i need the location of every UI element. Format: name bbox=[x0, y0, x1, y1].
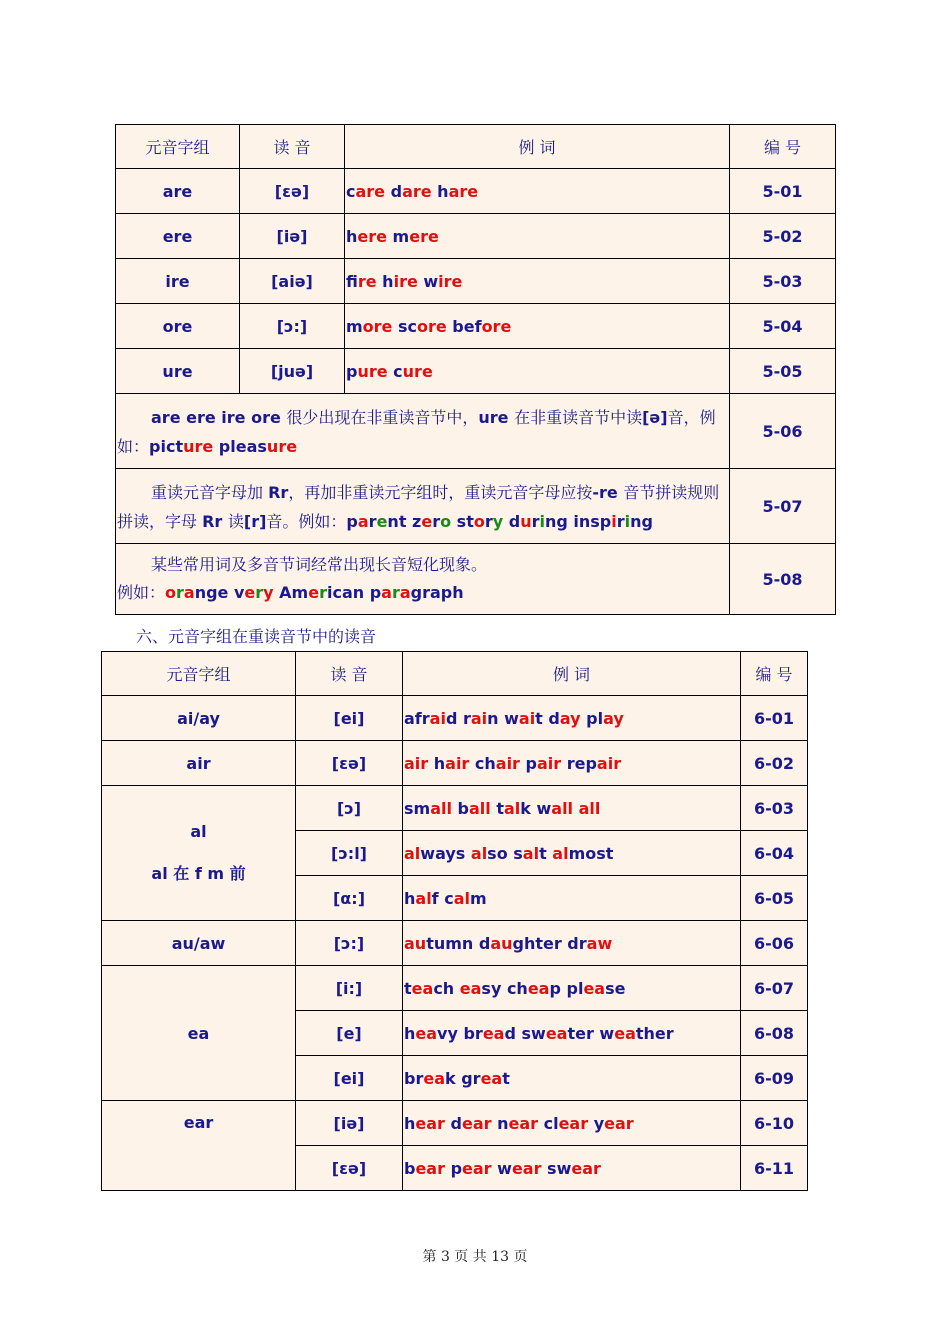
text-segment: Rr bbox=[202, 512, 228, 531]
highlight-letters-alt: y bbox=[492, 512, 504, 531]
highlight-letters-alt: r bbox=[391, 583, 400, 602]
highlight-letters: ure bbox=[183, 437, 214, 456]
text-segment: so s bbox=[487, 843, 523, 863]
highlight-letters: ere bbox=[357, 226, 387, 246]
highlight-letters: ea bbox=[482, 1023, 505, 1043]
text-segment: 如： bbox=[117, 437, 150, 456]
phonetic: [juə] bbox=[240, 349, 345, 394]
phonetic: [ɔ] bbox=[296, 786, 403, 831]
text-segment: 音节拼读规则 bbox=[623, 483, 720, 502]
header-sound: 读 音 bbox=[296, 652, 403, 696]
text-segment: h bbox=[404, 888, 416, 908]
item-code: 5-07 bbox=[730, 469, 836, 544]
highlight-letters: ear bbox=[415, 1113, 445, 1133]
vowel-group-line: al 在 f m 前 bbox=[151, 864, 246, 883]
phonetic: [iə] bbox=[296, 1101, 403, 1146]
item-code: 5-03 bbox=[730, 259, 836, 304]
item-code: 6-05 bbox=[741, 876, 808, 921]
text-segment: ter w bbox=[567, 1023, 615, 1043]
highlight-letters: a bbox=[357, 512, 369, 531]
phonetic: [εə] bbox=[296, 741, 403, 786]
highlight-letters: all bbox=[578, 798, 601, 818]
text-segment: 读 bbox=[227, 512, 244, 531]
text-segment: pleas bbox=[213, 437, 267, 456]
highlight-letters: al bbox=[552, 843, 569, 863]
highlight-letters: ea bbox=[480, 1068, 503, 1088]
text-segment: t bbox=[539, 843, 553, 863]
highlight-letters: aw bbox=[586, 933, 613, 953]
item-code: 6-03 bbox=[741, 786, 808, 831]
note-line bbox=[117, 432, 729, 461]
item-code: 6-02 bbox=[741, 741, 808, 786]
header-group: 元音字组 bbox=[102, 652, 296, 696]
text-segment: w bbox=[417, 271, 439, 291]
table-row bbox=[102, 1101, 808, 1146]
example-words bbox=[403, 1056, 741, 1101]
example-words bbox=[345, 304, 730, 349]
text-segment: 某些常用词及多音节词经常出现长音短化现象。 bbox=[151, 555, 488, 574]
highlight-letters: ea bbox=[415, 1023, 438, 1043]
text-segment: cl bbox=[538, 1113, 559, 1133]
text-segment: d sw bbox=[504, 1023, 546, 1043]
text-segment: [ə] bbox=[642, 408, 668, 427]
text-segment: afr bbox=[404, 708, 430, 728]
text-segment: h bbox=[346, 226, 358, 246]
text-segment: k w bbox=[520, 798, 552, 818]
note-row bbox=[116, 544, 836, 615]
table-row bbox=[116, 169, 836, 214]
example-words bbox=[403, 921, 741, 966]
highlight-letters: al bbox=[415, 888, 432, 908]
highlight-letters: ea bbox=[614, 1023, 636, 1043]
highlight-letters: ear bbox=[508, 1113, 539, 1133]
item-code: 6-09 bbox=[741, 1056, 808, 1101]
text-segment: ghter dr bbox=[512, 933, 587, 953]
vowel-group: ere bbox=[116, 214, 240, 259]
text-segment: ican p bbox=[326, 583, 382, 602]
table-header-row bbox=[102, 652, 808, 696]
highlight-letters: au bbox=[490, 933, 513, 953]
highlight-letters: ure bbox=[357, 361, 388, 381]
highlight-letters: u bbox=[520, 512, 532, 531]
text-segment: p bbox=[346, 512, 358, 531]
item-code: 5-02 bbox=[730, 214, 836, 259]
phonetic: [ɔ:] bbox=[296, 921, 403, 966]
text-segment: 重读元音字母加 bbox=[151, 483, 269, 502]
highlight-letters: ore bbox=[362, 316, 393, 336]
text-segment: ，再加非重读元字组时，重读元音字母应按 bbox=[288, 483, 593, 502]
section-title: 六、元音字组在重读音节中的读音 bbox=[136, 627, 377, 646]
highlight-letters: all bbox=[551, 798, 574, 818]
text-segment: 很少出现在非重读音节中， bbox=[286, 408, 479, 427]
text-segment: pict bbox=[149, 437, 184, 456]
text-segment: 拼读，字母 bbox=[117, 512, 203, 531]
text-segment: h bbox=[428, 753, 446, 773]
highlight-letters: ear bbox=[571, 1158, 601, 1178]
vowel-group: ea bbox=[102, 966, 296, 1101]
item-code: 6-01 bbox=[741, 696, 808, 741]
highlight-letters: ere bbox=[409, 226, 439, 246]
vowel-group: are bbox=[116, 169, 240, 214]
highlight-letters: ea bbox=[583, 978, 606, 998]
example-words bbox=[345, 214, 730, 259]
text-segment: are ere ire ore bbox=[151, 408, 287, 427]
highlight-letters: are bbox=[448, 181, 479, 201]
highlight-letters: ea bbox=[411, 978, 434, 998]
table-row bbox=[116, 304, 836, 349]
text-segment: r bbox=[531, 512, 540, 531]
text-segment: r bbox=[616, 512, 625, 531]
note-row bbox=[116, 394, 836, 469]
text-segment: ch bbox=[433, 978, 460, 998]
example-words bbox=[403, 1146, 741, 1191]
text-segment: sy ch bbox=[481, 978, 528, 998]
phonetic: [e] bbox=[296, 1011, 403, 1056]
text-segment: c bbox=[346, 181, 356, 201]
highlight-letters: ore bbox=[416, 316, 447, 336]
text-segment: 在非重读音节中读 bbox=[514, 408, 643, 427]
text-segment: f bbox=[346, 271, 358, 291]
text-segment: ng bbox=[630, 512, 653, 531]
text-segment: m bbox=[386, 226, 410, 246]
highlight-letters-alt: i bbox=[539, 512, 545, 531]
highlight-letters: a bbox=[183, 583, 195, 602]
text-segment: nt z bbox=[387, 512, 422, 531]
item-code: 6-10 bbox=[741, 1101, 808, 1146]
text-segment: t bbox=[490, 798, 504, 818]
note-line bbox=[117, 579, 729, 607]
note-text bbox=[116, 394, 730, 469]
highlight-letters: ear bbox=[558, 1113, 589, 1133]
text-segment: m bbox=[346, 316, 363, 336]
text-segment: d bbox=[444, 1113, 462, 1133]
text-segment: d bbox=[385, 181, 403, 201]
highlight-letters: ure bbox=[266, 437, 298, 456]
phonetic: [aiə] bbox=[240, 259, 345, 304]
table-row bbox=[116, 349, 836, 394]
text-segment: -re bbox=[592, 483, 624, 502]
highlight-letters-alt: o bbox=[440, 512, 452, 531]
table-vowel-r-groups bbox=[115, 124, 836, 615]
item-code: 5-05 bbox=[730, 349, 836, 394]
example-words bbox=[403, 1101, 741, 1146]
text-segment: graph bbox=[410, 583, 464, 602]
text-segment: p bbox=[445, 1158, 463, 1178]
example-words bbox=[403, 966, 741, 1011]
highlight-letters: au bbox=[404, 933, 427, 953]
text-segment: c bbox=[387, 361, 403, 381]
highlight-letters: al bbox=[404, 843, 421, 863]
text-segment: 例如： bbox=[117, 583, 166, 602]
highlight-letters: ire bbox=[357, 271, 377, 291]
vowel-group: ure bbox=[116, 349, 240, 394]
text-segment: h bbox=[431, 181, 449, 201]
note-line bbox=[117, 551, 729, 579]
highlight-letters: al bbox=[522, 843, 540, 863]
vowel-group bbox=[102, 786, 296, 921]
phonetic: [α:] bbox=[296, 876, 403, 921]
highlight-letters-alt: r bbox=[319, 583, 327, 602]
header-examples: 例 词 bbox=[403, 652, 741, 696]
text-segment: ure bbox=[478, 408, 515, 427]
highlight-letters: e bbox=[421, 512, 433, 531]
text-segment: k gr bbox=[445, 1068, 481, 1088]
highlight-letters-alt: i bbox=[624, 512, 631, 531]
text-segment: h bbox=[404, 1023, 416, 1043]
table-header-row bbox=[116, 125, 836, 169]
highlight-letters: ay bbox=[559, 708, 581, 728]
text-segment: rep bbox=[561, 753, 597, 773]
highlight-letters: al bbox=[453, 888, 470, 908]
highlight-letters: o bbox=[473, 512, 485, 531]
highlight-letters: e bbox=[244, 583, 256, 602]
text-segment: t bbox=[502, 1068, 510, 1088]
text-segment: nge v bbox=[194, 583, 245, 602]
table-stressed-vowel-groups bbox=[101, 651, 808, 1191]
phonetic: [εə] bbox=[240, 169, 345, 214]
phonetic: [εə] bbox=[296, 1146, 403, 1191]
highlight-letters: ea bbox=[527, 978, 550, 998]
highlight-letters: ea bbox=[423, 1068, 445, 1088]
text-segment: 音。例如： bbox=[266, 512, 347, 531]
note-line bbox=[117, 403, 729, 432]
text-segment: r bbox=[368, 512, 377, 531]
highlight-letters: air bbox=[495, 753, 520, 773]
table-row bbox=[116, 259, 836, 304]
example-words bbox=[403, 696, 741, 741]
highlight-letters: al bbox=[470, 843, 488, 863]
item-code: 6-04 bbox=[741, 831, 808, 876]
text-segment: b bbox=[404, 1158, 416, 1178]
text-segment: ways bbox=[420, 843, 471, 863]
example-words bbox=[403, 741, 741, 786]
text-segment: pl bbox=[580, 708, 604, 728]
phonetic: [i:] bbox=[296, 966, 403, 1011]
phonetic: [iə] bbox=[240, 214, 345, 259]
text-segment: ch bbox=[469, 753, 496, 773]
text-segment: m bbox=[469, 888, 487, 908]
highlight-letters: ear bbox=[461, 1113, 492, 1133]
highlight-letters: o bbox=[165, 583, 177, 602]
vowel-group: au/aw bbox=[102, 921, 296, 966]
text-segment: vy br bbox=[437, 1023, 483, 1043]
note-text bbox=[116, 469, 730, 544]
item-code: 6-06 bbox=[741, 921, 808, 966]
example-words bbox=[403, 876, 741, 921]
highlight-letters-alt: e bbox=[376, 512, 388, 531]
text-segment: se bbox=[605, 978, 626, 998]
note-text bbox=[116, 544, 730, 615]
highlight-letters: are bbox=[355, 181, 386, 201]
phonetic: [ei] bbox=[296, 696, 403, 741]
highlight-letters: air bbox=[445, 753, 470, 773]
vowel-group: ire bbox=[116, 259, 240, 304]
table-row bbox=[102, 921, 808, 966]
highlight-letters: air bbox=[596, 753, 622, 773]
text-segment: tumn d bbox=[426, 933, 491, 953]
highlight-letters: e bbox=[308, 583, 320, 602]
item-code: 5-01 bbox=[730, 169, 836, 214]
phonetic: [ɔ:] bbox=[240, 304, 345, 349]
text-segment: r bbox=[432, 512, 441, 531]
text-segment: sm bbox=[404, 798, 431, 818]
example-words bbox=[345, 169, 730, 214]
example-words bbox=[345, 259, 730, 304]
item-code: 6-07 bbox=[741, 966, 808, 1011]
item-code: 5-06 bbox=[730, 394, 836, 469]
highlight-letters: ai bbox=[429, 708, 446, 728]
highlight-letters: al bbox=[503, 798, 521, 818]
highlight-letters: ure bbox=[402, 361, 433, 381]
text-segment: t bbox=[404, 978, 412, 998]
text-segment: bef bbox=[446, 316, 482, 336]
highlight-letters: ea bbox=[545, 1023, 568, 1043]
text-segment: h bbox=[376, 271, 394, 291]
text-segment: n bbox=[491, 1113, 509, 1133]
text-segment: Am bbox=[273, 583, 309, 602]
highlight-letters: air bbox=[404, 753, 429, 773]
text-segment: p bbox=[346, 361, 358, 381]
vowel-group: ear bbox=[102, 1101, 296, 1191]
text-segment: n w bbox=[487, 708, 519, 728]
text-segment: br bbox=[404, 1068, 424, 1088]
highlight-letters: ear bbox=[511, 1158, 542, 1178]
table-row bbox=[102, 786, 808, 831]
vowel-group: ore bbox=[116, 304, 240, 349]
vowel-group: ai/ay bbox=[102, 696, 296, 741]
text-segment: b bbox=[451, 798, 469, 818]
text-segment: ng insp bbox=[544, 512, 612, 531]
text-segment: d r bbox=[445, 708, 471, 728]
highlight-letters: y bbox=[263, 583, 274, 602]
highlight-letters: all bbox=[469, 798, 491, 818]
item-code: 5-08 bbox=[730, 544, 836, 615]
text-segment: w bbox=[491, 1158, 512, 1178]
highlight-letters: ear bbox=[462, 1158, 492, 1178]
phonetic: [ei] bbox=[296, 1056, 403, 1101]
note-line bbox=[117, 478, 729, 507]
text-segment: st bbox=[451, 512, 474, 531]
text-segment: d bbox=[503, 512, 521, 531]
highlight-letters: ire bbox=[393, 271, 418, 291]
note-row bbox=[116, 469, 836, 544]
highlight-letters-alt: r bbox=[255, 583, 264, 602]
highlight-letters: ea bbox=[459, 978, 482, 998]
highlight-letters: air bbox=[536, 753, 562, 773]
highlight-letters: i bbox=[611, 512, 617, 531]
item-code: 6-11 bbox=[741, 1146, 808, 1191]
example-words bbox=[345, 349, 730, 394]
text-segment: most bbox=[568, 843, 614, 863]
highlight-letters-alt: r bbox=[176, 583, 184, 602]
text-segment: 音，例 bbox=[667, 408, 716, 427]
table-row bbox=[102, 696, 808, 741]
highlight-letters: a bbox=[399, 583, 411, 602]
text-segment: t d bbox=[535, 708, 560, 728]
highlight-letters: ai bbox=[518, 708, 536, 728]
example-words bbox=[403, 831, 741, 876]
text-segment: f c bbox=[431, 888, 454, 908]
note-line bbox=[117, 507, 729, 536]
page-footer: 第 3 页 共 13 页 bbox=[422, 1249, 528, 1265]
highlight-letters: ay bbox=[603, 708, 624, 728]
item-code: 6-08 bbox=[741, 1011, 808, 1056]
highlight-letters: ear bbox=[415, 1158, 445, 1178]
header-group: 元音字组 bbox=[116, 125, 240, 169]
item-code: 5-04 bbox=[730, 304, 836, 349]
highlight-letters: all bbox=[430, 798, 452, 818]
text-segment: h bbox=[404, 1113, 416, 1133]
vowel-group: air bbox=[102, 741, 296, 786]
text-segment: p pl bbox=[549, 978, 584, 998]
vowel-group-line: al bbox=[190, 822, 207, 841]
header-examples: 例 词 bbox=[345, 125, 730, 169]
highlight-letters: ai bbox=[470, 708, 488, 728]
example-words bbox=[403, 786, 741, 831]
text-segment: ther bbox=[635, 1023, 674, 1043]
text-segment: y bbox=[588, 1113, 605, 1133]
text-segment: [r] bbox=[243, 512, 267, 531]
table-row bbox=[102, 966, 808, 1011]
text-segment: Rr bbox=[268, 483, 289, 502]
text-segment: p bbox=[519, 753, 537, 773]
text-segment: sw bbox=[541, 1158, 572, 1178]
text-segment: sc bbox=[392, 316, 417, 336]
example-words bbox=[403, 1011, 741, 1056]
table-row bbox=[102, 741, 808, 786]
highlight-letters: ear bbox=[604, 1113, 634, 1133]
header-sound: 读 音 bbox=[240, 125, 345, 169]
table-row bbox=[116, 214, 836, 259]
highlight-letters: ire bbox=[438, 271, 463, 291]
text-segment: r bbox=[484, 512, 493, 531]
highlight-letters: a bbox=[381, 583, 392, 602]
header-code: 编 号 bbox=[730, 125, 836, 169]
highlight-letters: are bbox=[402, 181, 432, 201]
header-code: 编 号 bbox=[741, 652, 808, 696]
highlight-letters: ore bbox=[481, 316, 512, 336]
phonetic: [ɔ:l] bbox=[296, 831, 403, 876]
